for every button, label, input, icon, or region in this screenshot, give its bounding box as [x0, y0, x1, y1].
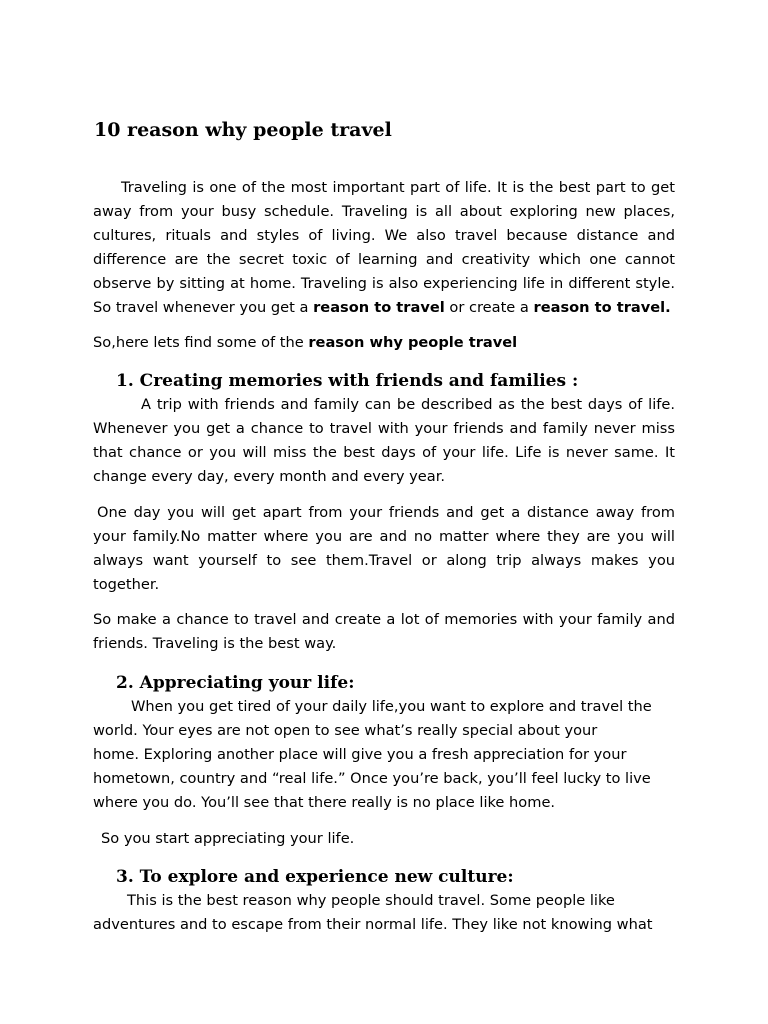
section-2-paragraph-2 — [93, 827, 675, 851]
paragraph-line: A trip with friends and family can be described as the best days of life. — [141, 396, 675, 413]
paragraph-line: adventures and to escape from their normal life. They like not knowing what — [93, 916, 653, 933]
intro-bold-phrase: reason to travel — [313, 299, 445, 316]
lead-in-line — [93, 331, 675, 355]
section-heading-1: 1. Creating memories with friends and families : — [116, 371, 579, 391]
paragraph-line: When you get tired of your daily life,you want to explore and travel the — [131, 698, 652, 715]
paragraph-line: change every day, every month and every year. — [93, 468, 446, 485]
intro-last-line — [93, 296, 675, 320]
paragraph-line: Whenever you get a chance to travel with your friends and family never miss — [93, 420, 675, 437]
section-1-paragraph-3 — [93, 608, 675, 656]
section-heading-2: 2. Appreciating your life: — [116, 673, 355, 693]
lead-in-paragraph — [93, 331, 675, 355]
paragraph-line: always want yourself to see them.Travel or along trip always makes you — [93, 552, 675, 569]
intro-last-prefix: So travel whenever you get a — [93, 299, 314, 316]
intro-paragraph — [93, 176, 675, 320]
paragraph-line: where you do. You’ll see that there really is no place like home. — [93, 794, 556, 811]
intro-line: difference are the secret toxic of learning and creativity which one cannot — [93, 251, 675, 268]
section-2-paragraph-1 — [93, 695, 675, 815]
paragraph-line: that chance or you will miss the best days of your life. Life is never same. It — [93, 444, 675, 461]
paragraph-line: One day you will get apart from your friends and get a distance away from — [97, 504, 675, 521]
paragraph-line: your family.No matter where you are and no matter where they are you will — [93, 528, 675, 545]
paragraph-line: world. Your eyes are not open to see what’s really special about your — [93, 722, 598, 739]
section-1-paragraph-1 — [93, 393, 675, 489]
intro-last-mid: or create a — [444, 299, 534, 316]
intro-line: Traveling is one of the most important part of life. It is the best part to get — [121, 179, 675, 196]
intro-line: away from your busy schedule. Traveling is all about exploring new places, — [93, 203, 675, 220]
lead-in-bold: reason why people travel — [308, 334, 518, 351]
intro-bold-phrase: reason to travel. — [533, 299, 671, 316]
intro-line: cultures, rituals and styles of living. We also travel because distance and — [93, 227, 675, 244]
paragraph-line: hometown, country and “real life.” Once you’re back, you’ll feel lucky to live — [93, 770, 651, 787]
paragraph-line: friends. Traveling is the best way. — [93, 635, 337, 652]
paragraph-line: So make a chance to travel and create a lot of memories with your family and — [93, 611, 675, 628]
section-3-paragraph-1 — [93, 889, 675, 937]
section-1-paragraph-2 — [93, 501, 675, 597]
paragraph-line: home. Exploring another place will give you a fresh appreciation for your — [93, 746, 627, 763]
section-heading-3: 3. To explore and experience new culture: — [116, 867, 514, 887]
lead-in-prefix: So,here lets find some of the — [93, 334, 309, 351]
paragraph-line: So you start appreciating your life. — [101, 830, 355, 847]
intro-line: observe by sitting at home. Traveling is also experiencing life in different style. — [93, 275, 675, 292]
paragraph-line: together. — [93, 576, 160, 593]
paragraph-line: This is the best reason why people should travel. Some people like — [127, 892, 615, 909]
document-title: 10 reason why people travel — [94, 119, 392, 141]
